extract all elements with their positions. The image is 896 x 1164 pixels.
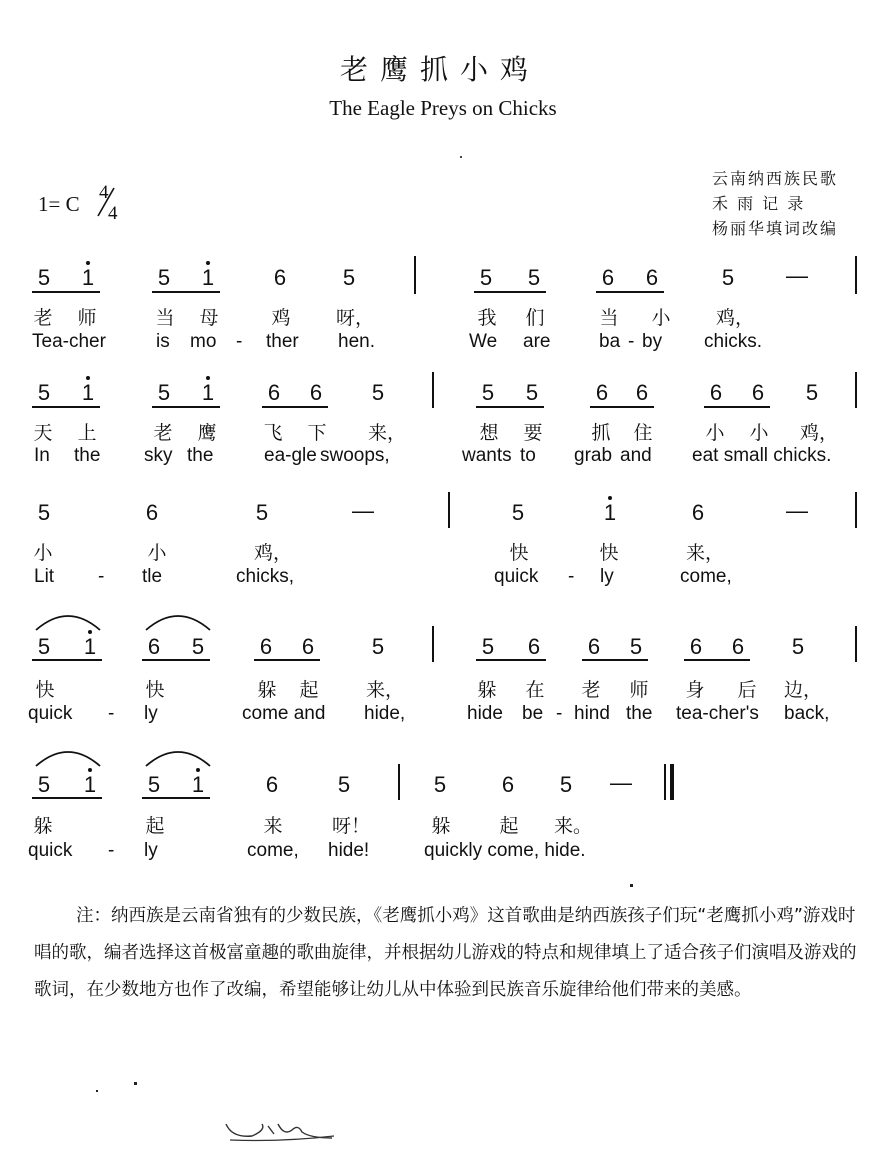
lyric-cn: 师: [77, 307, 97, 329]
lyric-en: ba: [599, 331, 621, 352]
time-signature-slash: [94, 186, 116, 218]
lyric-en: Lit: [34, 566, 55, 587]
beam-underline: [254, 659, 320, 661]
note: 6: [709, 380, 723, 405]
lyric-en: the: [626, 703, 653, 724]
lyric-cn: 来。: [554, 815, 593, 837]
lyric-en: tea-cher's: [676, 703, 759, 724]
note: 5: [559, 772, 573, 797]
lyric-cn: 上: [77, 422, 97, 444]
lyric-cn: 起: [299, 679, 319, 701]
note: 6: [145, 500, 159, 525]
lyric-cn: 快: [145, 679, 165, 701]
lyric-en: ea-gle: [264, 445, 317, 466]
beam-underline: [590, 406, 654, 408]
scan-speck: [630, 884, 633, 887]
beam-underline: [32, 406, 100, 408]
lyric-cn: 要: [523, 422, 543, 444]
scan-speck: [96, 1090, 98, 1092]
lyric-cn: 躲: [257, 679, 277, 701]
lyric-cn: 老: [581, 679, 601, 701]
lyric-cn: 来，: [368, 422, 407, 444]
slur: [140, 742, 220, 770]
barline: [398, 764, 400, 800]
high-octave-dot: [86, 261, 90, 265]
note: 6: [267, 380, 281, 405]
note: 5: [629, 634, 643, 659]
note: 1: [78, 772, 102, 798]
note: 5: [147, 772, 161, 797]
lyric-cn: 小: [705, 422, 725, 444]
lyric-cn: 鸡: [271, 307, 291, 329]
lyric-cn: 来: [263, 815, 283, 837]
sustain-dash: —: [610, 770, 632, 795]
lyric-cn: 来，: [686, 542, 725, 564]
lyric-en: -: [98, 566, 105, 587]
barline: [448, 492, 450, 528]
song-title-english: The Eagle Preys on Chicks: [329, 96, 557, 120]
lyric-cn: 鸡，: [254, 542, 293, 564]
lyric-cn: 躲: [477, 679, 497, 701]
note: 5: [511, 500, 525, 525]
beam-underline: [32, 659, 102, 661]
sustain-dash: —: [352, 498, 374, 523]
lyric-cn: 躲: [431, 815, 451, 837]
lyric-en: back,: [784, 703, 830, 724]
sustain-dash: —: [786, 498, 808, 523]
credit-transcriber: 禾 雨 记 录: [712, 194, 806, 213]
credit-lyricist: 杨丽华填词改编: [712, 219, 839, 238]
note: 5: [479, 265, 493, 290]
note: 5: [525, 380, 539, 405]
lyric-cn: 当: [599, 307, 619, 329]
lyric-cn: 下: [307, 422, 327, 444]
lyric-en: the: [187, 445, 214, 466]
note: 6: [309, 380, 323, 405]
barline: [855, 626, 857, 662]
beam-underline: [684, 659, 750, 661]
lyric-cn: 起: [499, 815, 519, 837]
note: 5: [805, 380, 819, 405]
lyric-en: come,: [680, 566, 732, 587]
note: 5: [37, 380, 51, 405]
note: 6: [645, 265, 659, 290]
lyric-cn: 老: [33, 307, 53, 329]
note: 6: [301, 634, 315, 659]
lyric-en: wants: [462, 445, 512, 466]
note: 1: [186, 772, 210, 798]
song-title-chinese: 老鹰抓小鸡: [339, 53, 540, 86]
note: 6: [501, 772, 515, 797]
note: 6: [273, 265, 287, 290]
high-octave-dot: [206, 376, 210, 380]
lyric-en: ly: [600, 566, 614, 587]
note: 6: [751, 380, 765, 405]
sustain-dash: —: [786, 263, 808, 288]
lyric-en: swoops,: [320, 445, 390, 466]
lyric-en: quickly come, hide.: [424, 840, 586, 861]
note: 6: [265, 772, 279, 797]
lyric-en: quick: [28, 840, 73, 861]
note: 5: [481, 634, 495, 659]
note: 6: [635, 380, 649, 405]
lyric-cn: 当: [155, 307, 175, 329]
lyric-en: be: [522, 703, 544, 724]
footnote-paragraph: 注：纳西族是云南省独有的少数民族，《老鹰抓小鸡》这首歌曲是纳西族孩子们玩“老鹰抓小鸡”游戏时唱的歌，编者选择这首极富童趣的歌曲旋律，并根据幼儿游戏的特点和规律填上了适合孩子们演唱及游戏的歌词，在少数地方也作了改编，希望能够让幼儿从中体验到民族音乐旋律给他们带来的美感。: [34, 906, 857, 1000]
time-signature-top: 4: [99, 182, 109, 203]
lyric-en: -: [568, 566, 575, 587]
high-octave-dot: [608, 496, 612, 500]
lyric-en: to: [520, 445, 536, 466]
note: 6: [595, 380, 609, 405]
beam-underline: [596, 291, 664, 293]
high-octave-dot: [88, 768, 92, 772]
lyric-en: hide,: [364, 703, 406, 724]
lyric-en: ly: [144, 703, 158, 724]
beam-underline: [474, 291, 546, 293]
lyric-cn: 来，: [366, 679, 405, 701]
lyric-cn: 边，: [784, 679, 823, 701]
barline: [432, 372, 434, 408]
barline: [432, 626, 434, 662]
lyric-en: the: [74, 445, 101, 466]
lyric-cn: 天: [33, 422, 53, 444]
lyric-cn: 住: [633, 422, 653, 444]
lyric-cn: 在: [525, 679, 545, 701]
lyric-cn: 快: [599, 542, 619, 564]
beam-underline: [142, 659, 210, 661]
note: 5: [371, 634, 385, 659]
lyric-en: hide: [467, 703, 503, 724]
beam-underline: [32, 797, 102, 799]
lyric-en: -: [556, 703, 563, 724]
slur: [140, 606, 220, 634]
time-signature-bottom: 4: [108, 203, 118, 224]
lyric-en: and: [620, 445, 652, 466]
note: 5: [191, 634, 205, 659]
note: 6: [587, 634, 601, 659]
lyric-cn: 老: [153, 422, 173, 444]
lyric-en: is: [156, 331, 170, 352]
lyric-en: ly: [144, 840, 158, 861]
note: 1: [76, 380, 100, 406]
beam-underline: [704, 406, 770, 408]
slur: [30, 606, 110, 634]
lyric-en: come,: [247, 840, 299, 861]
lyric-en: hen.: [338, 331, 375, 352]
lyric-en: ther: [266, 331, 299, 352]
lyric-en: come and: [242, 703, 326, 724]
lyric-cn: 抓: [591, 422, 611, 444]
note: 1: [196, 380, 220, 406]
lyric-cn: 快: [509, 542, 529, 564]
lyric-en: Tea-cher: [32, 331, 106, 352]
beam-underline: [476, 659, 546, 661]
lyric-cn: 飞: [263, 422, 283, 444]
note: 5: [37, 634, 51, 659]
credit-origin: 云南纳西族民歌: [712, 169, 839, 188]
slur: [30, 742, 110, 770]
lyric-en: -: [108, 703, 115, 724]
note: 5: [433, 772, 447, 797]
beam-underline: [262, 406, 328, 408]
lyric-cn: 师: [629, 679, 649, 701]
final-barline-thick: [670, 764, 674, 800]
lyric-en: quick: [28, 703, 73, 724]
note: 5: [37, 772, 51, 797]
lyric-cn: 鸡，: [800, 422, 839, 444]
note: 5: [255, 500, 269, 525]
beam-underline: [582, 659, 648, 661]
note: 5: [791, 634, 805, 659]
lyric-en: chicks.: [704, 331, 763, 352]
lyric-en: quick: [494, 566, 539, 587]
lyric-en: by: [642, 331, 663, 352]
note: 5: [337, 772, 351, 797]
lyric-cn: 小: [147, 542, 167, 564]
note: 5: [37, 500, 51, 525]
lyric-en: In: [34, 445, 50, 466]
barline: [855, 372, 857, 408]
lyric-cn: 身: [685, 679, 705, 701]
lyric-cn: 想: [479, 422, 499, 444]
barline: [855, 256, 857, 294]
pen-scribble-mark: [222, 1116, 338, 1146]
lyric-en: hide!: [328, 840, 370, 861]
barline: [855, 492, 857, 528]
note: 6: [731, 634, 745, 659]
lyric-en: We: [469, 331, 498, 352]
note: 6: [527, 634, 541, 659]
lyric-en: hind: [574, 703, 610, 724]
lyric-cn: 我: [477, 307, 497, 329]
note: 5: [371, 380, 385, 405]
lyric-en: -: [108, 840, 115, 861]
note: 6: [147, 634, 161, 659]
key-signature: 1= C: [38, 192, 80, 216]
lyric-en: grab: [574, 445, 613, 466]
final-barline-thin: [664, 764, 666, 800]
beam-underline: [142, 797, 210, 799]
lyric-en: -: [236, 331, 243, 352]
beam-underline: [152, 406, 220, 408]
note: 6: [691, 500, 705, 525]
note: 1: [76, 265, 100, 291]
lyric-en: chicks,: [236, 566, 295, 587]
lyric-cn: 们: [525, 307, 545, 329]
lyric-cn: 母: [199, 307, 219, 329]
note: 6: [259, 634, 273, 659]
note: 1: [196, 265, 220, 291]
lyric-cn: 呀！: [332, 815, 371, 837]
lyric-cn: 后: [737, 679, 757, 701]
lyric-cn: 鸡，: [716, 307, 755, 329]
high-octave-dot: [88, 630, 92, 634]
note: 5: [342, 265, 356, 290]
beam-underline: [476, 406, 544, 408]
note: 6: [689, 634, 703, 659]
barline: [414, 256, 416, 294]
high-octave-dot: [206, 261, 210, 265]
lyric-en: -: [628, 331, 635, 352]
lyric-en: eat small chicks.: [692, 445, 832, 466]
lyric-cn: 鹰: [197, 422, 217, 444]
note: 1: [78, 634, 102, 660]
lyric-cn: 快: [35, 679, 55, 701]
beam-underline: [152, 291, 220, 293]
high-octave-dot: [196, 768, 200, 772]
lyric-en: sky: [144, 445, 173, 466]
lyric-en: mo: [190, 331, 217, 352]
lyric-en: are: [523, 331, 551, 352]
note: 5: [481, 380, 495, 405]
note: 5: [157, 265, 171, 290]
lyric-cn: 躲: [33, 815, 53, 837]
note: 6: [601, 265, 615, 290]
high-octave-dot: [86, 376, 90, 380]
note: 5: [721, 265, 735, 290]
lyric-cn: 小: [651, 307, 671, 329]
note: 5: [37, 265, 51, 290]
note: 5: [527, 265, 541, 290]
scan-speck: [460, 156, 462, 158]
beam-underline: [32, 291, 100, 293]
scan-speck: [134, 1082, 137, 1085]
lyric-cn: 小: [33, 542, 53, 564]
lyric-en: tle: [142, 566, 163, 587]
lyric-cn: 呀，: [336, 307, 375, 329]
note: 5: [157, 380, 171, 405]
lyric-cn: 起: [145, 815, 165, 837]
note: 1: [598, 500, 622, 526]
lyric-cn: 小: [749, 422, 769, 444]
